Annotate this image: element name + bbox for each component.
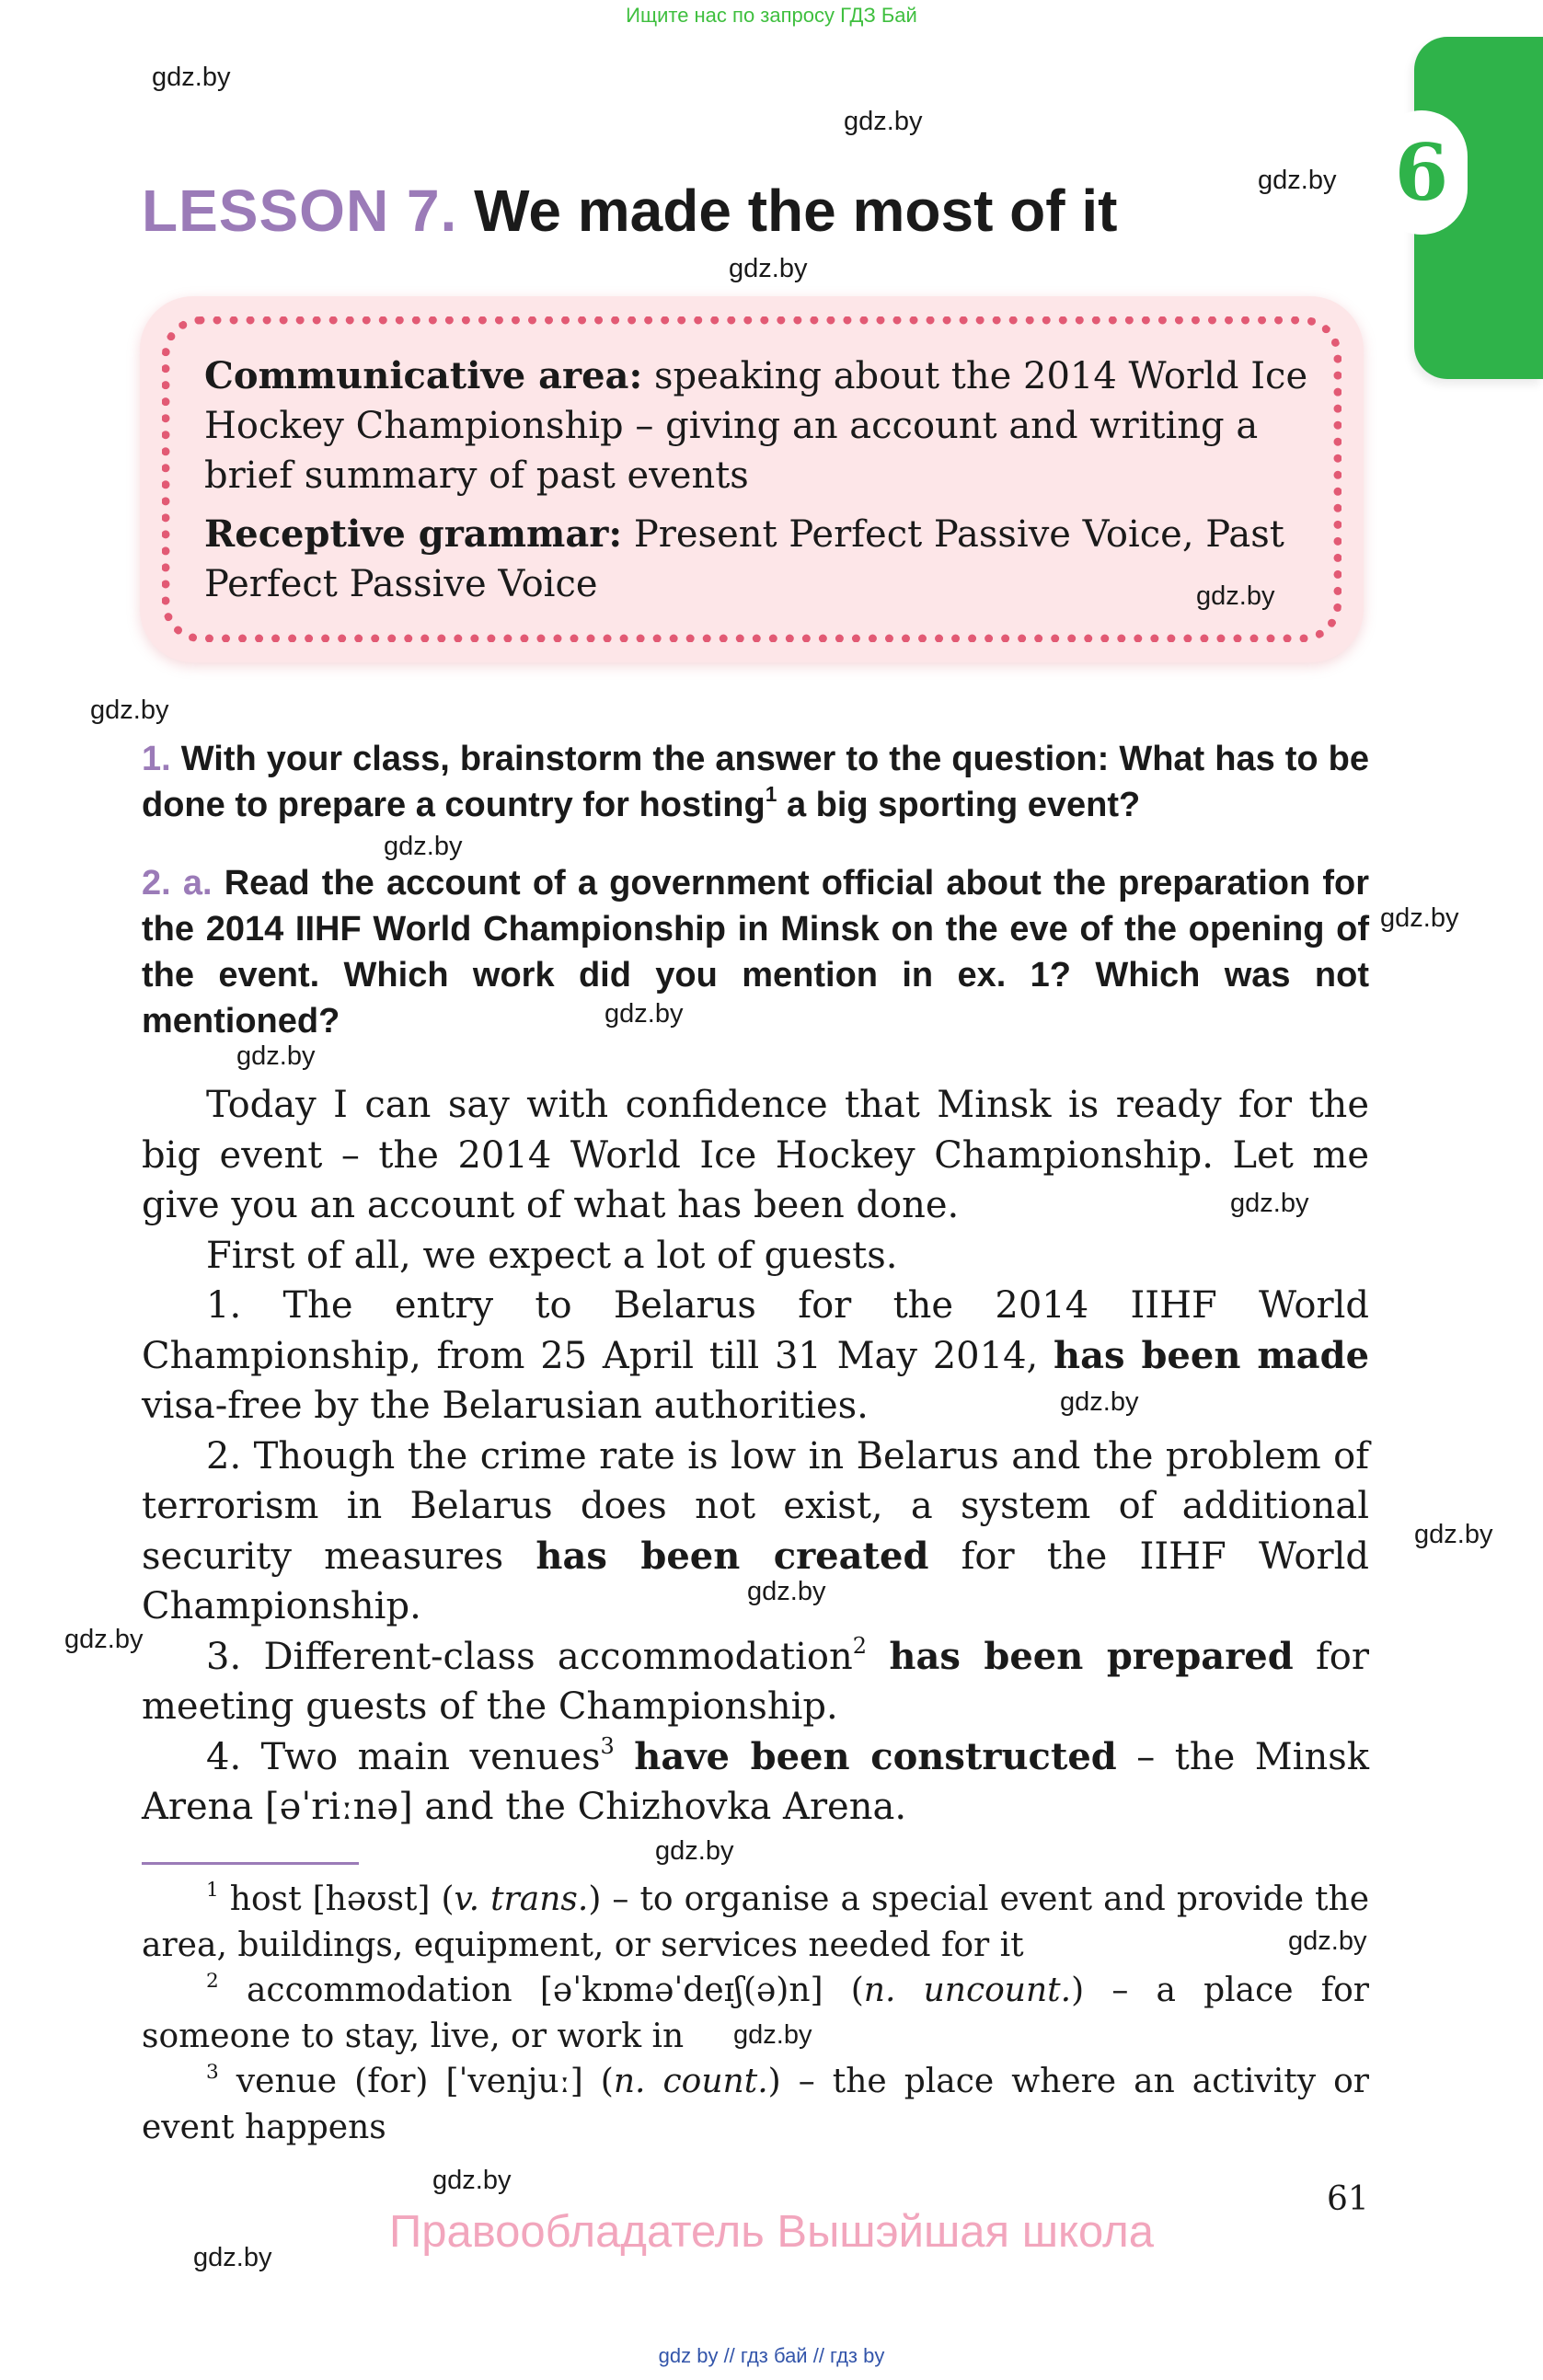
watermark: gdz.by bbox=[1230, 1189, 1309, 1218]
watermark: gdz.by bbox=[747, 1577, 826, 1606]
passive-form: has been prepared bbox=[889, 1634, 1294, 1678]
watermark: gdz.by bbox=[1258, 166, 1337, 195]
watermark: gdz.by bbox=[1196, 581, 1275, 611]
unit-badge bbox=[1376, 110, 1468, 235]
passive-form: has been made bbox=[1054, 1333, 1370, 1377]
watermark: gdz.by bbox=[193, 2243, 272, 2272]
footnote-number: 2 bbox=[206, 1969, 219, 1993]
task-2a-text: Read the account of a government official about the preparation for the 2014 IIHF World Championship in Minsk on the eve of the opening of the event. Which work did you mention in ex. 1? Which was not mentioned? bbox=[142, 864, 1369, 1041]
footnote-text: host [həʊst] ( bbox=[229, 1880, 455, 1918]
watermark: gdz.by bbox=[432, 2166, 512, 2195]
copyright-holder: Правообладатель Вышэйшая школа bbox=[388, 2207, 1155, 2257]
paragraph-text: – the Minsk Arena [əˈriːnə] and the Chizhovka Arena. bbox=[142, 1735, 1369, 1828]
watermark: gdz.by bbox=[1060, 1387, 1139, 1417]
paragraph: First of all, we expect a lot of guests. bbox=[206, 1234, 898, 1277]
footnote-divider bbox=[142, 1862, 359, 1865]
paragraph-text: visa-free by the Belarusian authorities. bbox=[142, 1385, 869, 1427]
footnote-ref-2: 2 bbox=[852, 1632, 868, 1659]
watermark: gdz.by bbox=[90, 696, 169, 725]
paragraph: Today I can say with confidence that Minsk is ready for the big event – the 2014 World Ice Hockey Championship. Let me give you an account of what has been done. bbox=[142, 1084, 1369, 1226]
unit-number: 6 bbox=[1394, 127, 1449, 218]
paragraph-text: 2. Though the crime rate is low in Belarus and the problem of terrorism in Belarus does not exist, a system of additional security measures bbox=[142, 1434, 1369, 1578]
communicative-area bbox=[204, 351, 1308, 500]
paragraph bbox=[142, 1632, 1369, 1732]
watermark: gdz.by bbox=[1414, 1520, 1493, 1549]
task-1 bbox=[142, 736, 1369, 828]
watermark: gdz.by bbox=[844, 107, 923, 136]
footnote-grammar: v. trans. bbox=[454, 1880, 589, 1918]
paragraph-text: 1. The entry to Belarus for the 2014 IIHF World Championship, from 25 April till 31 May 2014, bbox=[142, 1284, 1369, 1377]
paragraph-text: 4. Two main venues bbox=[206, 1735, 601, 1778]
watermark: gdz.by bbox=[1380, 903, 1459, 933]
watermark: gdz.by bbox=[64, 1625, 144, 1654]
watermark: gdz.by bbox=[152, 63, 231, 92]
receptive-grammar-label: Receptive grammar: bbox=[204, 512, 623, 556]
footnote-text: ) – a place for someone to stay, live, or work in bbox=[142, 1972, 1369, 2055]
footnotes bbox=[142, 1877, 1369, 2150]
task-2a-number: 2. a. bbox=[142, 864, 213, 903]
footnote-ref-3: 3 bbox=[600, 1732, 615, 1759]
receptive-grammar bbox=[204, 510, 1308, 609]
passive-form: has been created bbox=[535, 1534, 929, 1578]
paragraph-text: 3. Different-class accommodation bbox=[206, 1635, 853, 1678]
paragraph-text: for meeting guests of the Championship. bbox=[142, 1635, 1370, 1728]
footnote-text: ) – the place where an activity or event happens bbox=[142, 2063, 1369, 2146]
footnote-number: 1 bbox=[206, 1878, 219, 1902]
paragraph bbox=[142, 1732, 1369, 1833]
bottom-links[interactable]: gdz by // гдз бай // гдз by bbox=[658, 2344, 885, 2367]
watermark: gdz.by bbox=[236, 1041, 316, 1071]
passive-form: have been constructed bbox=[634, 1734, 1117, 1778]
objectives-box bbox=[140, 296, 1364, 662]
watermark: gdz.by bbox=[733, 2020, 812, 2050]
footnote-3 bbox=[142, 2059, 1369, 2150]
watermark: gdz.by bbox=[1288, 1926, 1367, 1956]
task-2a bbox=[142, 860, 1369, 1044]
task-1-text-end: a big sporting event? bbox=[786, 786, 1141, 824]
footnote-grammar: n. uncount. bbox=[863, 1972, 1072, 2009]
watermark: gdz.by bbox=[605, 999, 684, 1029]
top-banner-text: Ищите нас по запросу ГДЗ Бай bbox=[626, 4, 917, 27]
paragraph bbox=[142, 1281, 1369, 1431]
task-1-number: 1. bbox=[142, 740, 171, 778]
footnote-grammar: n. count. bbox=[613, 2063, 768, 2100]
task-1-text: With your class, brainstorm the answer to the question: What has to be done to prepare a country for hosting bbox=[142, 740, 1369, 824]
reading-text bbox=[142, 1080, 1369, 1833]
communicative-area-text: speaking about the 2014 World Ice Hockey Championship – giving an account and writing a brief summary of past events bbox=[204, 355, 1308, 497]
lesson-name: We made the most of it bbox=[474, 178, 1118, 244]
lesson-label: LESSON 7. bbox=[142, 178, 458, 244]
lesson-title bbox=[142, 177, 1117, 245]
footnote-text: venue (for) [ˈvenjuː] ( bbox=[236, 2063, 614, 2100]
footnote-text: ) – to organise a special event and provide the area, buildings, equipment, or services needed for it bbox=[142, 1880, 1369, 1964]
paragraph-text: for the IIHF World Championship. bbox=[142, 1535, 1369, 1627]
watermark: gdz.by bbox=[384, 832, 463, 861]
watermark: gdz.by bbox=[729, 254, 808, 283]
footnote-1 bbox=[142, 1877, 1369, 1968]
communicative-area-label: Communicative area: bbox=[204, 354, 643, 397]
footnote-text: accommodation [əˈkɒməˈdeɪʃ(ə)n] ( bbox=[246, 1972, 864, 2009]
footnote-number: 3 bbox=[206, 2060, 219, 2084]
page-number: 61 bbox=[1327, 2180, 1369, 2218]
watermark: gdz.by bbox=[655, 1836, 734, 1866]
receptive-grammar-text: Present Perfect Passive Voice, Past Perfect Passive Voice bbox=[204, 513, 1284, 605]
footnote-ref-1: 1 bbox=[765, 782, 777, 807]
